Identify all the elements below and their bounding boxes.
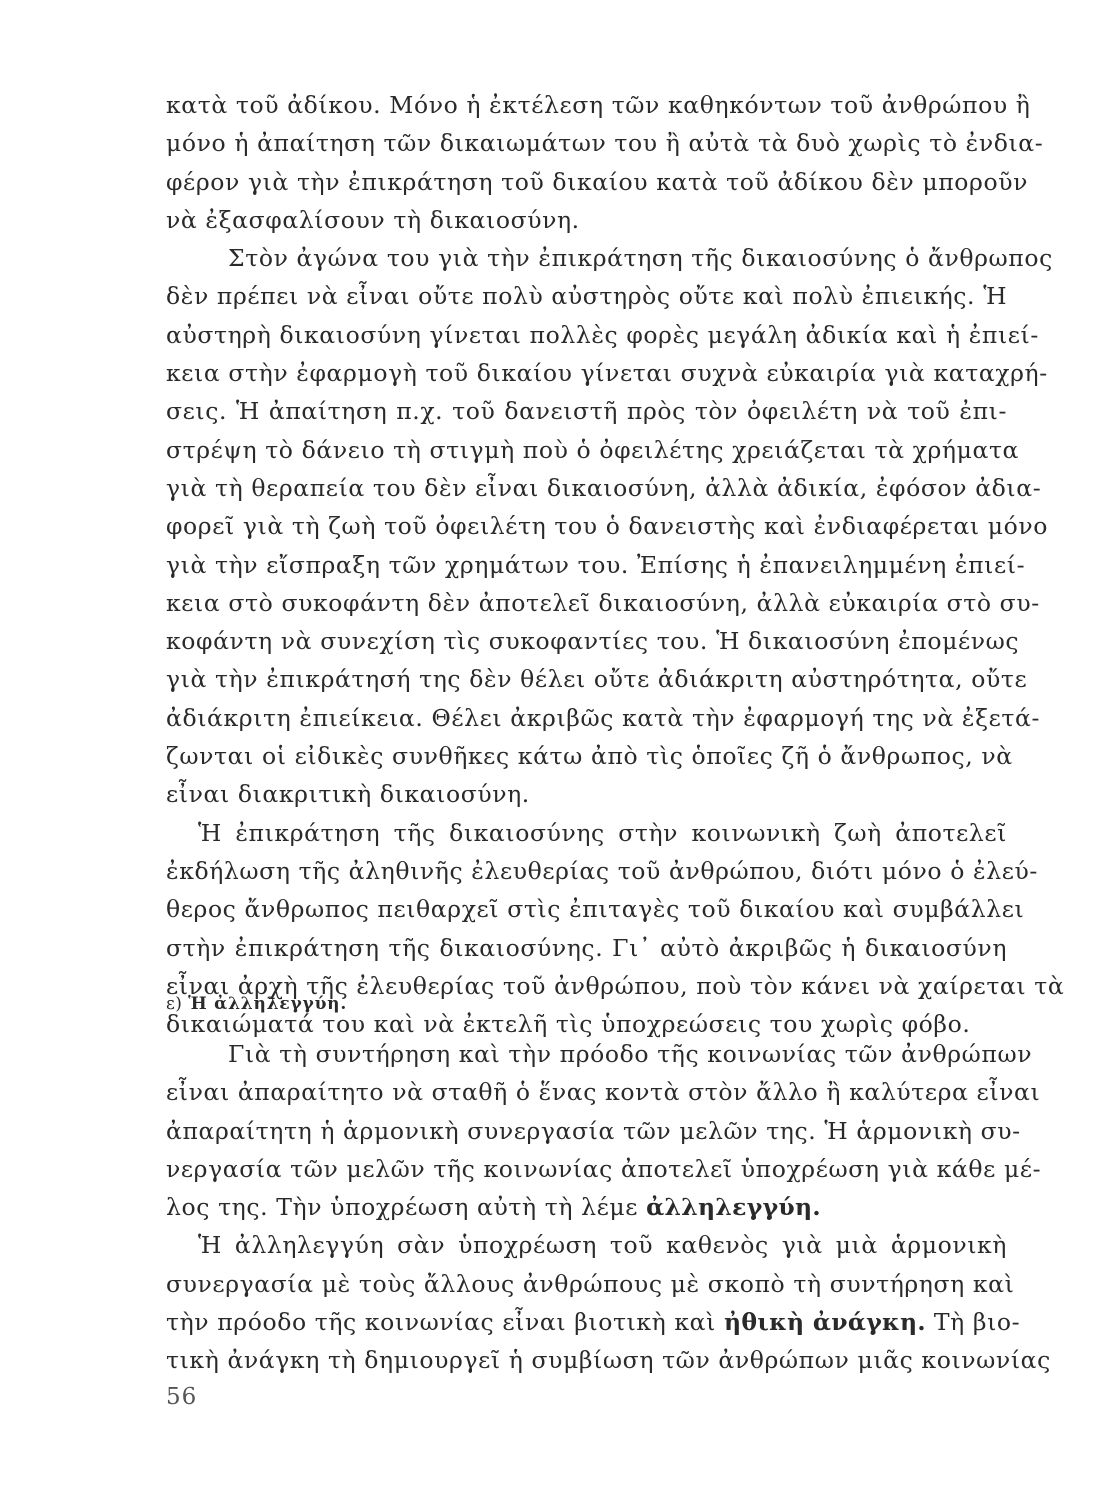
text-line: τικὴ ἀνάγκη τὴ δημιουργεῖ ἡ συμβίωση τῶν ἀνθρώπων μιᾶς κοινωνίας [166,1346,1051,1375]
text-line: κεια στὴν ἐφαρμογὴ τοῦ δικαίου γίνεται συχνὰ εὐκαιρία γιὰ καταχρή- [166,359,1048,388]
text-line: φορεῖ γιὰ τὴ ζωὴ τοῦ ὀφειλέτη του ὁ δανειστὴς καὶ ἐνδιαφέρεται μόνο [166,512,1048,541]
text-line: κατὰ τοῦ ἀδίκου. Μόνο ἡ ἐκτέλεση τῶν καθηκόντων τοῦ ἀνθρώπου ἢ [166,91,1031,119]
text-line: μόνο ἡ ἀπαίτηση τῶν δικαιωμάτων του ἢ αὐτὰ τὰ δυὸ χωρὶς τὸ ἐνδια- [166,129,1044,158]
text-line: ἀπαραίτητη ἡ ἁρμονικὴ συνεργασία τῶν μελῶν της. Ἡ ἁρμονικὴ συ- [166,1116,1021,1145]
text-line: κεια στὸ συκοφάντη δὲν ἀποτελεῖ δικαιοσύνη, ἀλλὰ εὐκαιρία στὸ συ- [166,588,1040,617]
text-line: εἶναι ἀπαραίτητο νὰ σταθῆ ὁ ἕνας κοντὰ στὸν ἄλλο ἢ καλύτερα εἶναι [166,1078,1041,1107]
text-line: γιὰ τὴν ἐπικράτησή της δὲν θέλει οὔτε ἀδιάκριτη αὐστηρότητα, οὔτε [166,665,1028,694]
section-heading [166,994,347,1014]
text-segment: Τὴ βιο- [933,1308,1021,1337]
bold-term-solidarity: ἀλληλεγγύη. [646,1193,821,1222]
text-line: ζωνται οἱ εἰδικὲς συνθῆκες κάτω ἀπὸ τὶς ὁποῖες ζῆ ὁ ἄνθρωπος, νὰ [166,742,1013,771]
text-line: στὴν ἐπικράτηση τῆς δικαιοσύνης. Γι᾿ αὐτὸ ἀκριβῶς ἡ δικαιοσύνη [166,933,1007,962]
text-line: στρέψη τὸ δάνειο τὴ στιγμὴ ποὺ ὁ ὀφειλέτης χρειάζεται τὰ χρήματα [166,435,1020,464]
text-segment: τὴν πρόοδο τῆς κοινωνίας εἶναι βιοτικὴ καὶ [166,1308,716,1337]
body-text-justice [166,86,1065,1043]
text-line: ἀδιάκριτη ἐπιείκεια. Θέλει ἀκριβῶς κατὰ τὴν ἐφαρμογή της νὰ ἐξετά- [166,703,1041,732]
text-line: νὰ ἐξασφαλίσουν τὴ δικαιοσύνη. [166,205,580,234]
body-text-solidarity [166,1035,1051,1380]
text-line: Ἡ ἀλληλεγγύη σὰν ὑποχρέωση τοῦ καθενὸς γιὰ μιὰ ἁρμονικὴ [198,1231,1007,1260]
text-line: δικαιώματά του καὶ νὰ ἐκτελῆ τὶς ὑποχρεώσεις του χωρὶς φόβο. [166,1010,971,1039]
section-heading-label: ε) [166,994,183,1014]
text-line: θερος ἄνθρωπος πειθαρχεῖ στὶς ἐπιταγὲς τοῦ δικαίου καὶ συμβάλλει [166,895,1025,924]
text-line: Γιὰ τὴ συντήρηση καὶ τὴν πρόοδο τῆς κοινωνίας τῶν ἀνθρώπων [228,1040,1033,1068]
text-line: φέρον γιὰ τὴν ἐπικράτηση τοῦ δικαίου κατὰ τοῦ ἀδίκου δὲν μποροῦν [166,167,1028,196]
text-line: κοφάντη νὰ συνεχίση τὶς συκοφαντίες του. Ἡ δικαιοσύνη ἐπομένως [166,627,1020,656]
text-line: εἶναι διακριτικὴ δικαιοσύνη. [166,780,530,809]
page-number: 56 [166,1384,198,1410]
text-line: ἐκδήλωση τῆς ἀληθινῆς ἐλευθερίας τοῦ ἀνθρώπου, διότι μόνο ὁ ἐλεύ- [166,856,1038,885]
text-line: δὲν πρέπει νὰ εἶναι οὔτε πολὺ αὐστηρὸς οὔτε καὶ πολὺ ἐπιεικής. Ἡ [166,282,1008,311]
text-line: αὐστηρὴ δικαιοσύνη γίνεται πολλὲς φορὲς μεγάλη ἀδικία καὶ ἡ ἐπιεί- [166,320,1039,349]
text-line: σεις. Ἡ ἀπαίτηση π.χ. τοῦ δανειστῆ πρὸς τὸν ὀφειλέτη νὰ τοῦ ἐπι- [166,397,1007,426]
text-segment: λος της. Τὴν ὑποχρέωση αὐτὴ τὴ λέμε [166,1193,638,1222]
text-line [166,1303,1021,1341]
text-line: νεργασία τῶν μελῶν τῆς κοινωνίας ἀποτελεῖ ὑποχρέωση γιὰ κάθε μέ- [166,1154,1042,1183]
text-line: συνεργασία μὲ τοὺς ἄλλους ἀνθρώπους μὲ σκοπὸ τὴ συντήρηση καὶ [166,1269,1015,1298]
section-heading-title: Ἡ ἀλληλεγγύη. [188,994,348,1014]
text-line: γιὰ τὴν εἴσπραξη τῶν χρημάτων του. Ἐπίσης ἡ ἐπανειλημμένη ἐπιεί- [166,550,1026,579]
text-line: γιὰ τὴ θεραπεία του δὲν εἶναι δικαιοσύνη, ἀλλὰ ἀδικία, ἐφόσον ἀδια- [166,473,1042,502]
bold-term-ethical-need: ἠθικὴ ἀνάγκη. [724,1308,926,1337]
text-line: Ἡ ἐπικράτηση τῆς δικαιοσύνης στὴν κοινωνικὴ ζωὴ ἀποτελεῖ [198,818,1007,847]
text-line: Στὸν ἀγώνα του γιὰ τὴν ἐπικράτηση τῆς δικαιοσύνης ὁ ἄνθρωπος [228,244,1053,273]
text-line [166,1188,1007,1226]
text-line: εἶναι ἀρχὴ τῆς ἐλευθερίας τοῦ ἀνθρώπου, ποὺ τὸν κάνει νὰ χαίρεται τὰ [166,971,1065,1000]
